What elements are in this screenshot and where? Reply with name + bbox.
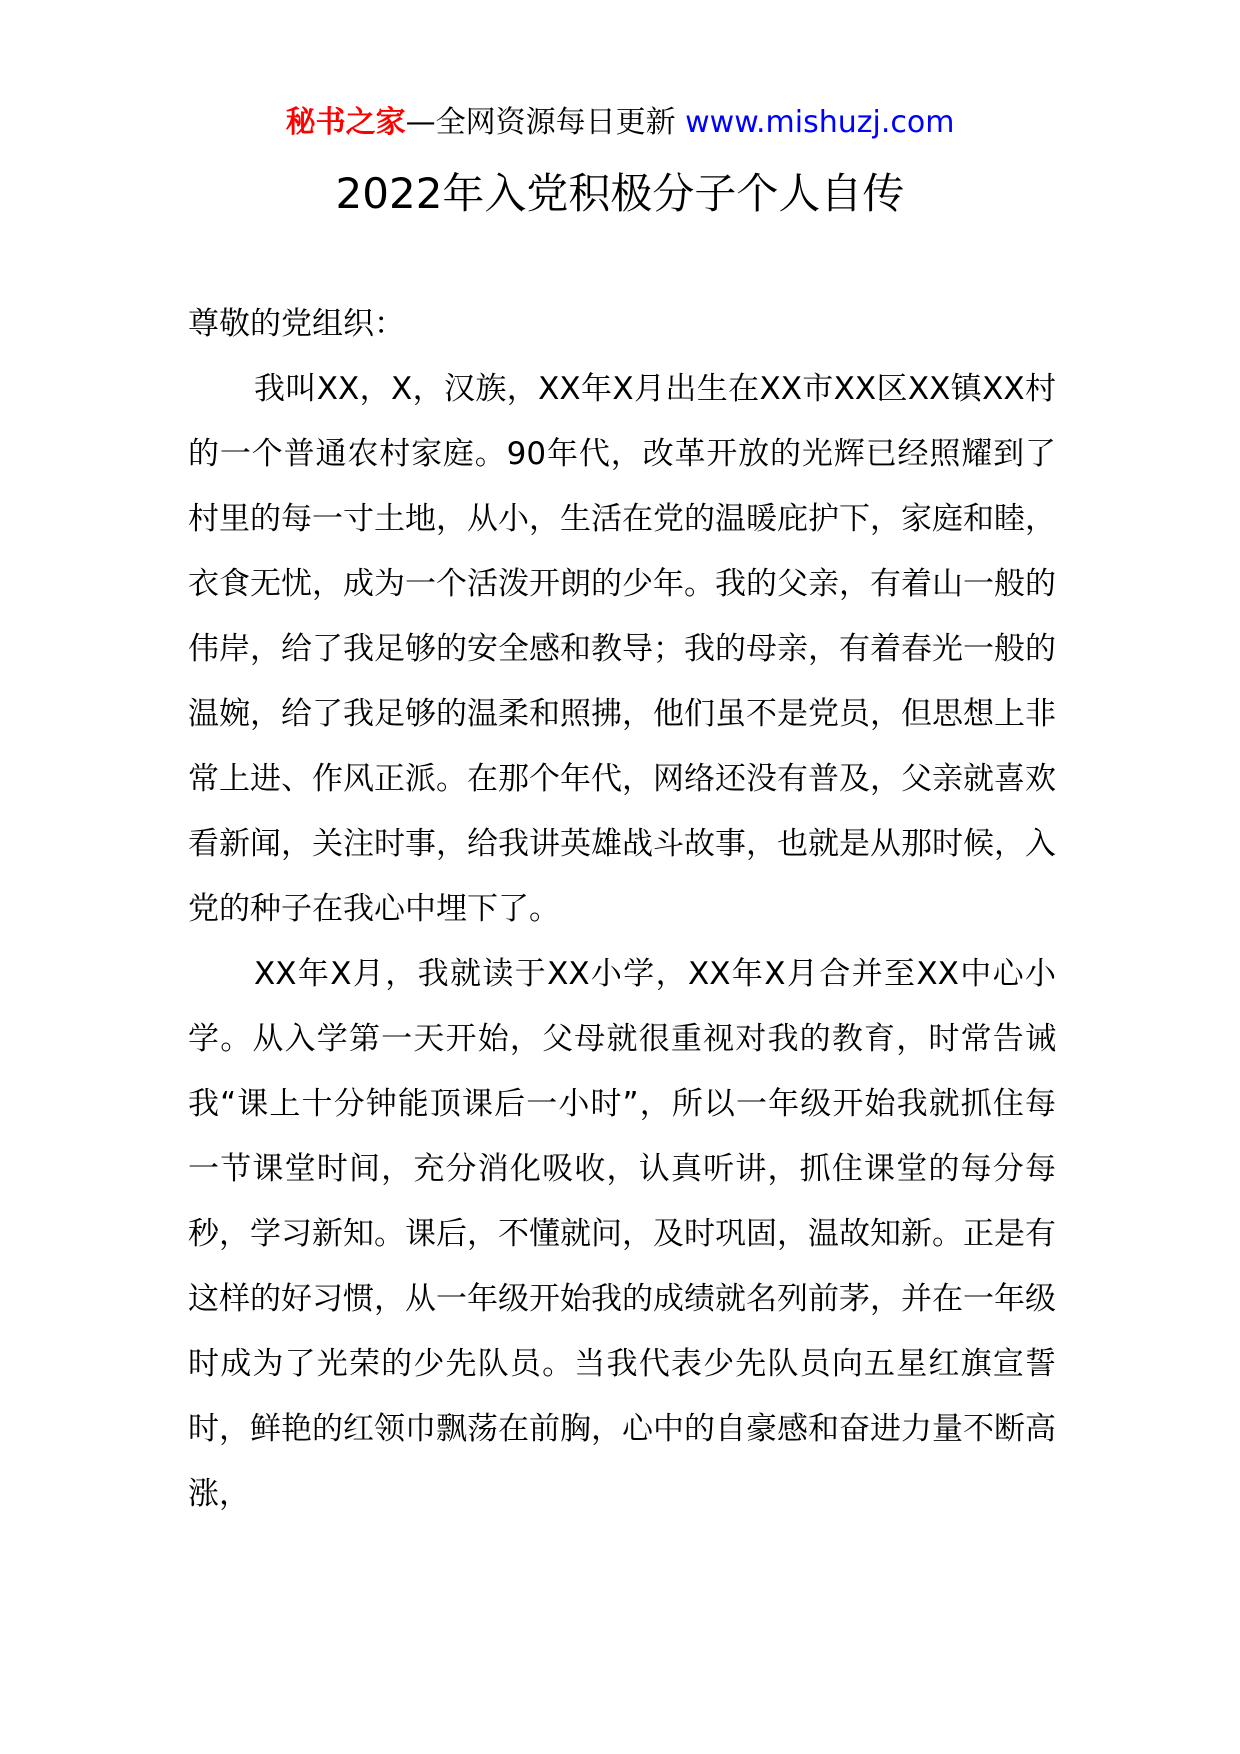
paragraph-1: 我叫XX，X，汉族，XX年X月出生在XX市XX区XX镇XX村的一个普通农村家庭。90年代，改革开放的光辉已经照耀到了村里的每一寸土地，从小，生活在党的温暖庇护下，家庭和睦，衣食无忧，成为一个活泼开朗的少年。我的父亲，有着山一般的伟岸，给了我足够的安全感和教导；我的母亲，有着春光一般的温婉，给了我足够的温柔和照拂，他们虽不是党员，但思想上非常上进、作风正派。在那个年代，网络还没有普及，父亲就喜欢看新闻，关注时事，给我讲英雄战斗故事，也就是从那时候，入党的种子在我心中埋下了。 [188,371,1056,927]
site-url-link[interactable]: www.mishuzj.com [685,105,955,140]
site-tagline: —全网资源每日更新 [405,105,676,140]
salutation: 尊敬的党组织： [188,306,405,342]
site-header [0,103,1240,143]
document-title: 2022年入党积极分子个人自传 [335,169,905,218]
paragraph-2: XX年X月，我就读于XX小学，XX年X月合并至XX中心小学。从入学第一天开始，父母就很重视对我的教育，时常告诫我“课上十分钟能顶课后一小时”，所以一年级开始我就抓住每一节课堂时间，充分消化吸收，认真听讲，抓住课堂的每分每秒，学习新知。课后，不懂就问，及时巩固，温故知新。正是有这样的好习惯，从一年级开始我的成绩就名列前茅，并在一年级时成为了光荣的少先队员。当我代表少先队员向五星红旗宣誓时，鲜艳的红领巾飘荡在前胸，心中的自豪感和奋进力量不断高涨， [188,956,1056,1512]
document-body [188,292,1056,1527]
brand-name: 秘书之家 [285,105,406,140]
